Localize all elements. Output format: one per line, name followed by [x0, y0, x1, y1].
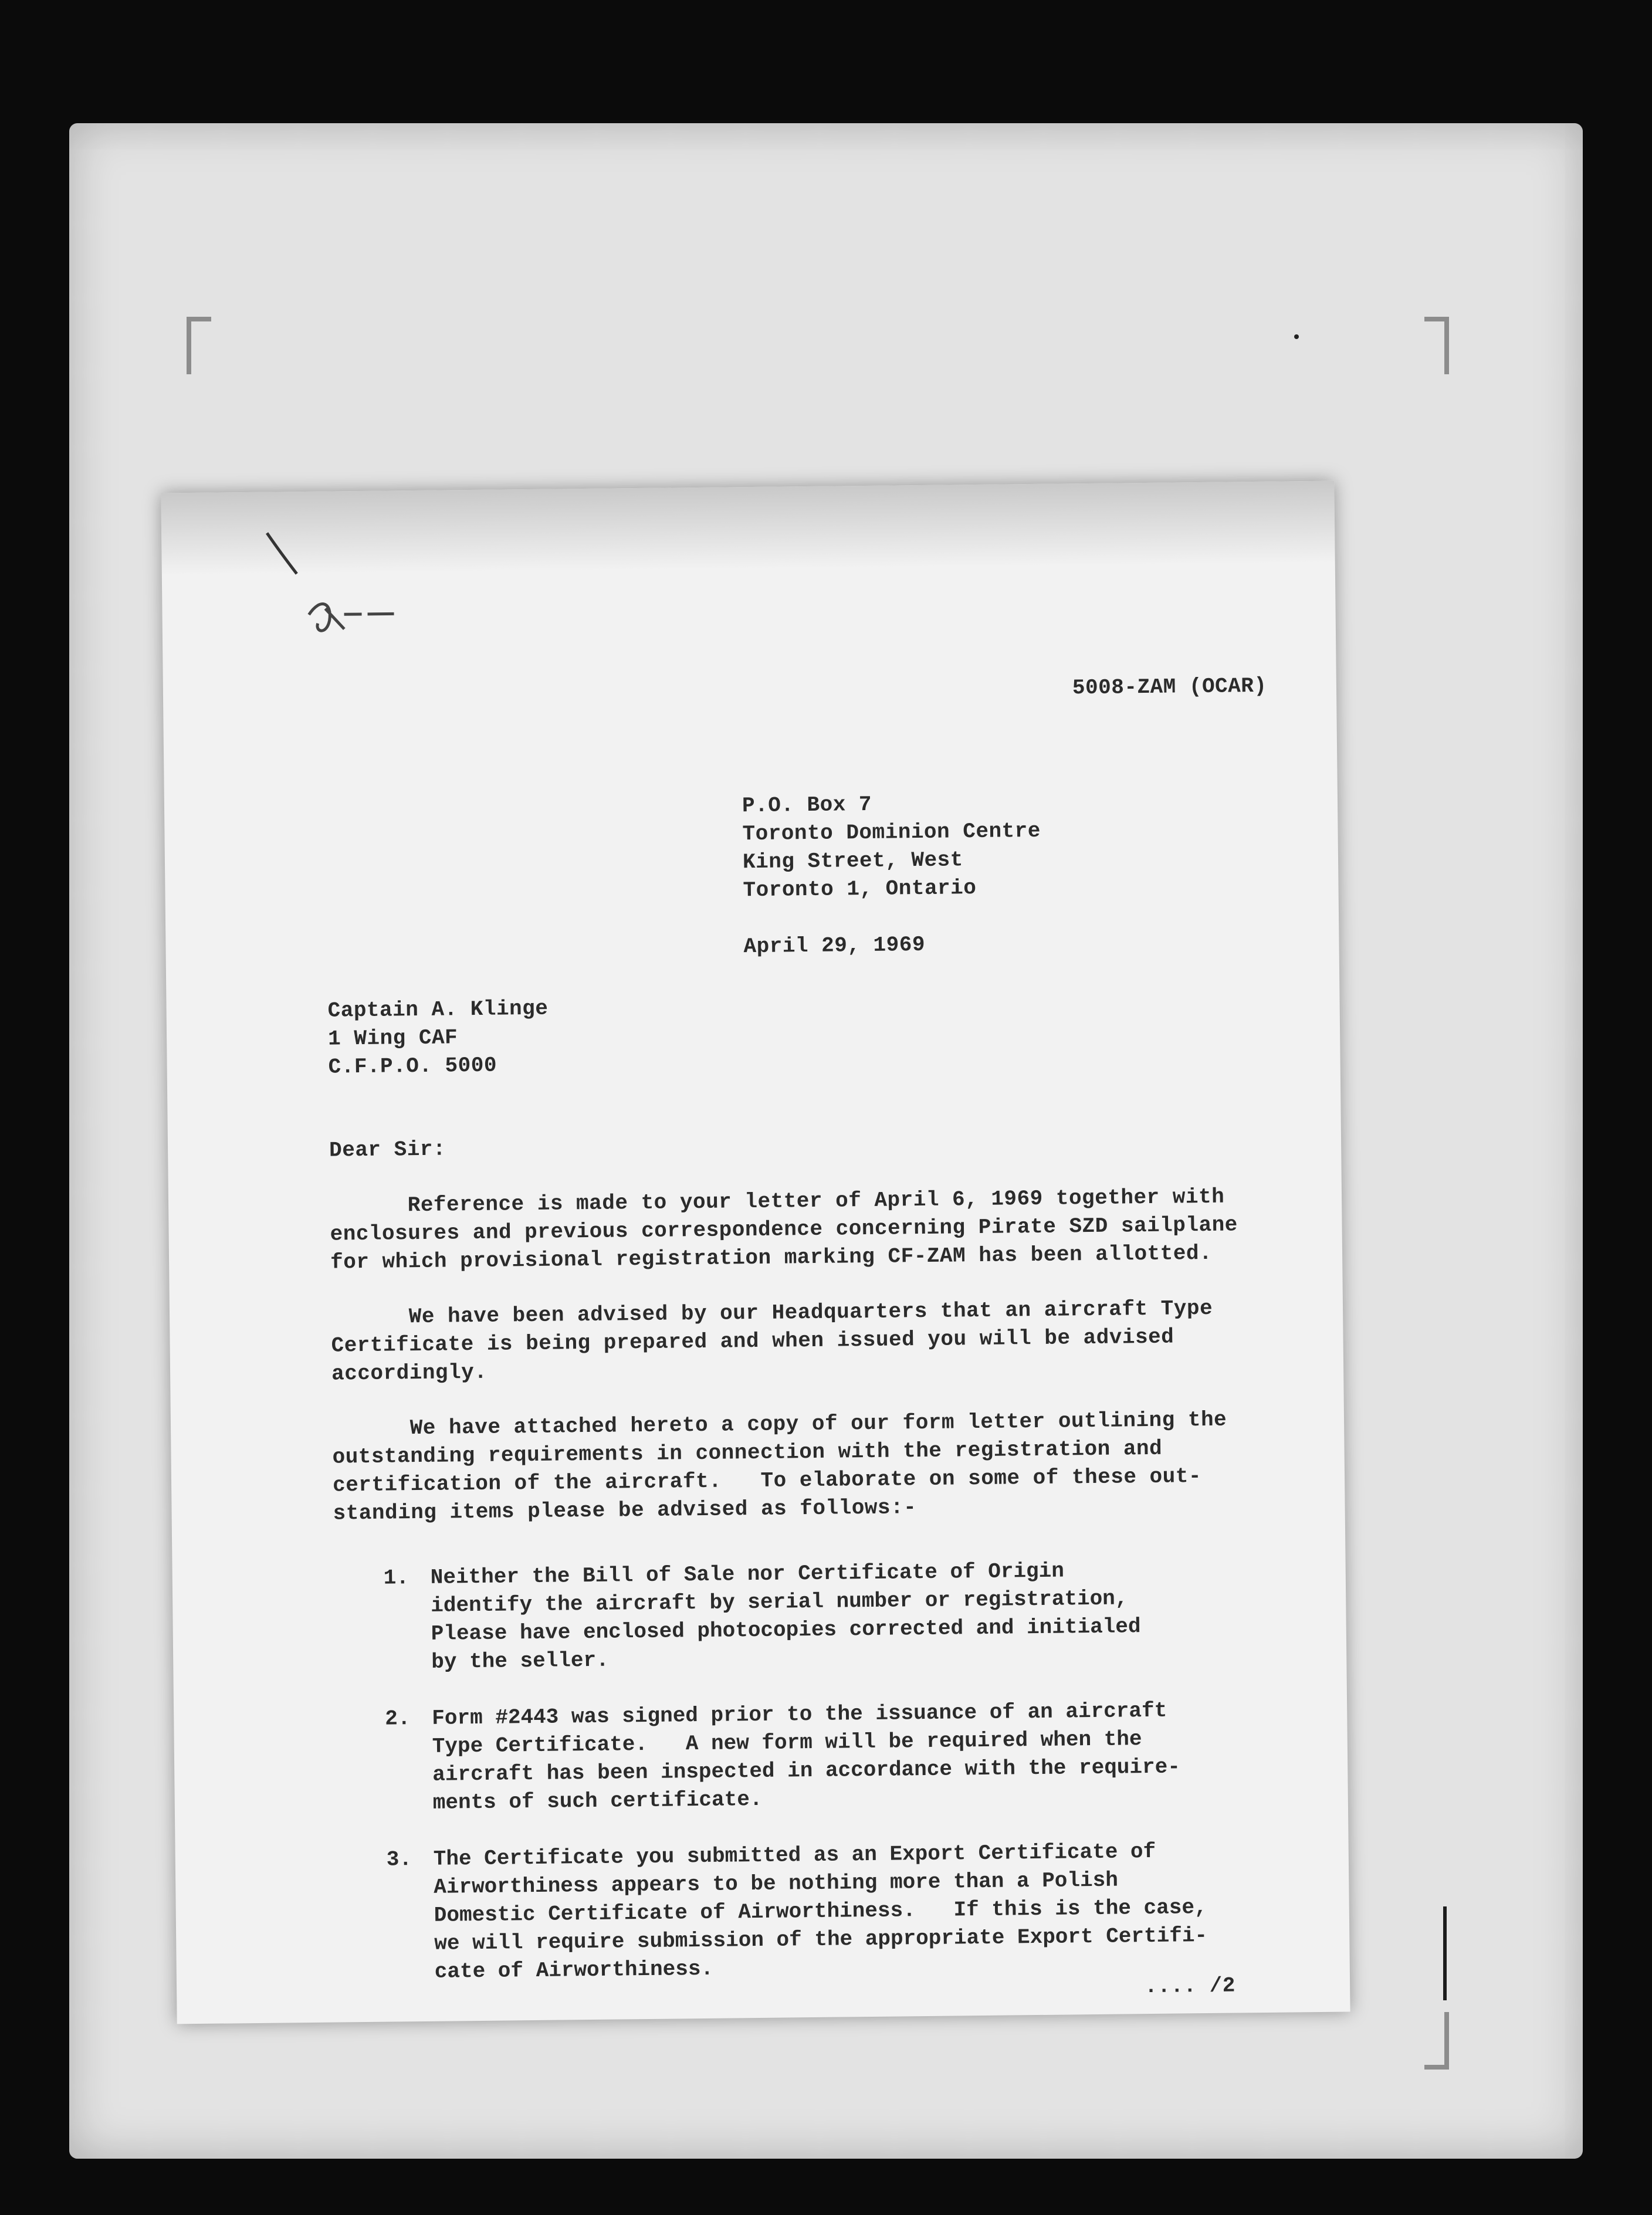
recipient-line-1: Captain A. Klinge	[327, 996, 549, 1023]
paragraph-type-certificate: We have been advised by our Headquarters that an aircraft Type Certificate is being prepared and when issued you will be advised accordingly.	[330, 1296, 1213, 1386]
file-reference: 5008-ZAM (OCAR)	[1072, 673, 1267, 700]
letter-date: April 29, 1969	[743, 932, 926, 959]
list-item	[384, 1554, 1300, 1681]
item-text: Form #2443 was signed prior to the issuance of an aircraft Type Certificate. A new form will be required when the aircraft has been inspected in accordance with the require- ments of such certificate.	[432, 1698, 1181, 1815]
recipient-line-2: 1 Wing CAF	[327, 1025, 458, 1051]
item-number: 3.	[386, 1847, 412, 1872]
item-number: 2.	[385, 1706, 411, 1731]
paragraph-requirements: We have attached hereto a copy of our form letter outlining the outstanding requirements in connection with the registration and certification of the aircraft. To elaborate on some of these out- standing items please be advised as follows:-	[331, 1407, 1227, 1526]
crop-mark-top-right	[1424, 317, 1449, 374]
margin-mark	[1443, 1906, 1447, 2000]
crop-mark-bottom-right	[1424, 2012, 1449, 2070]
list-item	[387, 1836, 1304, 1992]
dust-speck	[1294, 334, 1299, 339]
handwritten-initials	[255, 526, 409, 656]
paragraph-reference: Reference is made to your letter of April 6, 1969 together with enclosures and previous correspondence concerning Pirate SZD sailplane for which provisional registration marking CF-ZAM has been allotted.	[329, 1184, 1238, 1275]
item-number: 1.	[383, 1566, 409, 1590]
item-text: The Certificate you submitted as an Export Certificate of Airworthiness appears to be nothing more than a Polish Domestic Certificate of Airworthiness. If this is the case, we will require submission of the appropriate Export Certifi- cate of Airworthiness.	[433, 1839, 1208, 1984]
sender-address-line-4: Toronto 1, Ontario	[743, 876, 977, 903]
page-continuation: .... /2	[1144, 1973, 1236, 1999]
sender-address-line-2: Toronto Dominion Centre	[742, 818, 1041, 846]
recipient-line-3: C.F.P.O. 5000	[328, 1053, 497, 1079]
letter-page	[161, 481, 1350, 2024]
salutation: Dear Sir:	[329, 1137, 446, 1163]
sender-address-line-3: King Street, West	[742, 848, 963, 875]
item-text: Neither the Bill of Sale nor Certificate of Origin identify the aircraft by serial number or registration, Please have enclosed photocopies corrected and initialed by the seller.	[430, 1559, 1141, 1674]
sender-address-line-1: P.O. Box 7	[742, 792, 872, 818]
crop-mark-top-left	[187, 317, 211, 374]
list-item	[385, 1695, 1301, 1822]
